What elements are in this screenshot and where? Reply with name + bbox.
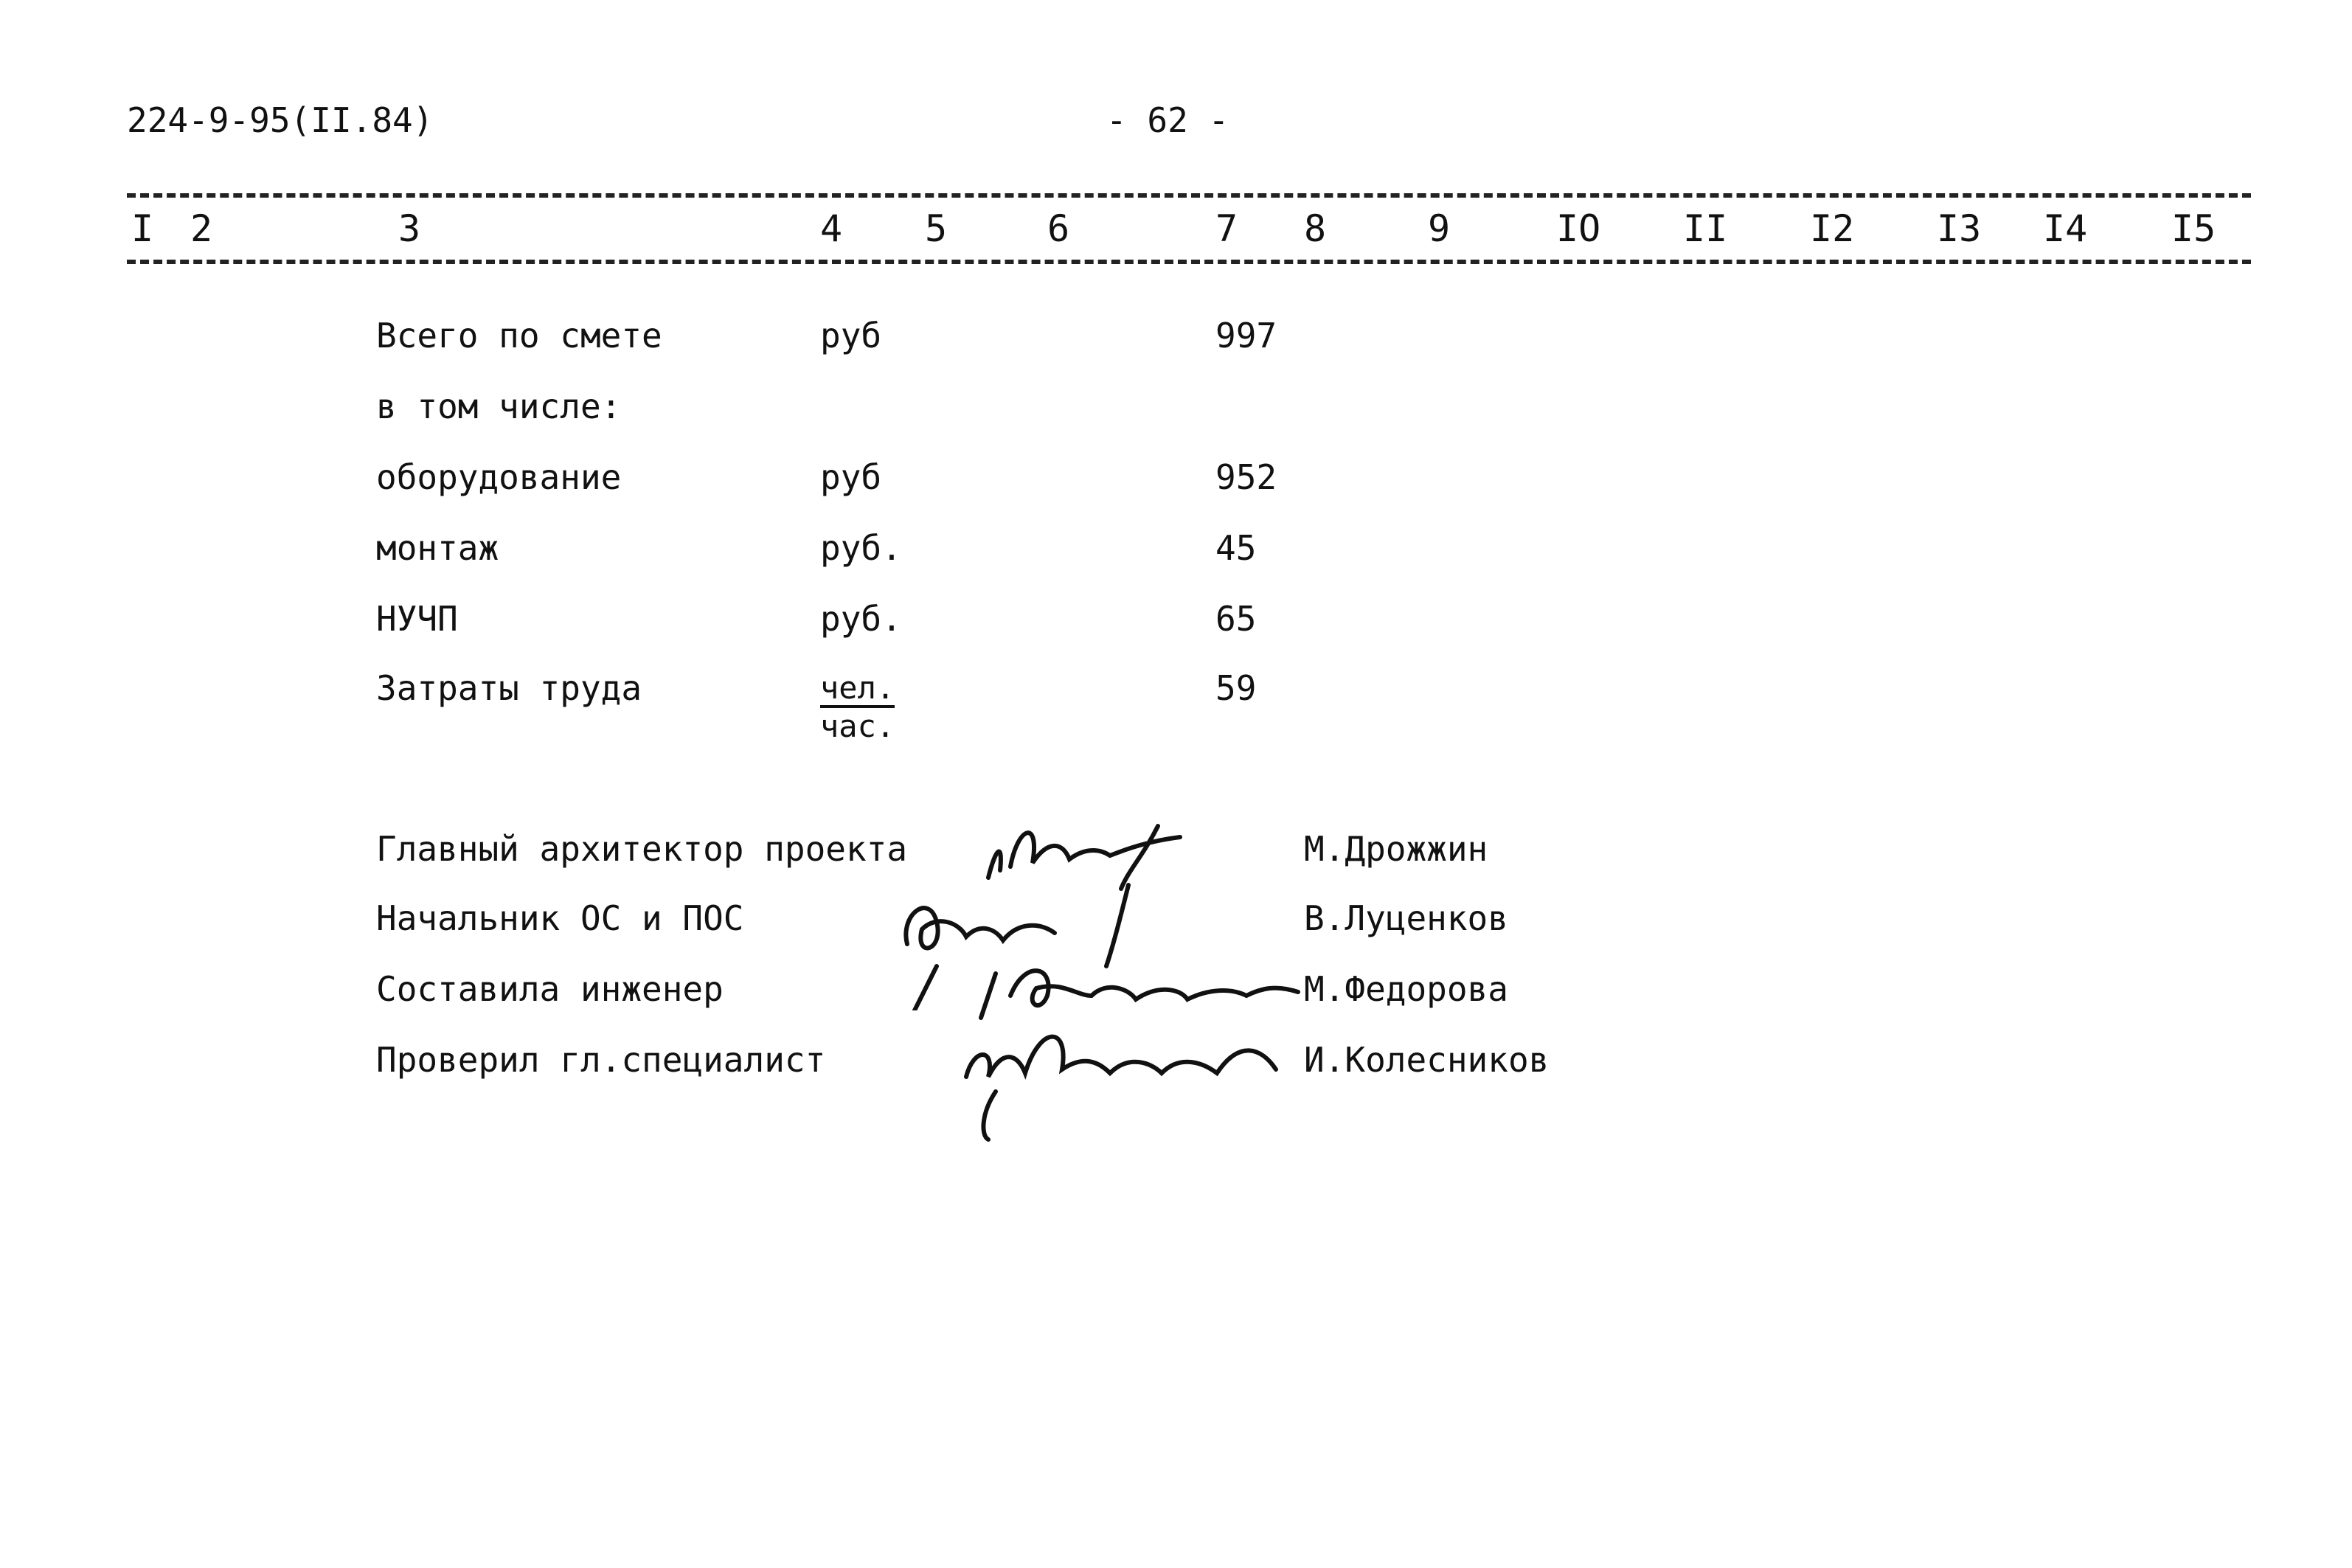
column-header-bottom-rule (127, 260, 2251, 264)
column-header-top-rule (127, 193, 2251, 198)
summary-unit-equipment: руб (820, 457, 882, 497)
summary-label-installation: монтаж (376, 528, 499, 568)
summary-value-equipment: 952 (1215, 457, 1277, 497)
summary-label-including: в том числе: (376, 386, 622, 426)
signature-role-compiler: Составила инженер (376, 969, 724, 1009)
summary-value-installation: 45 (1215, 528, 1257, 568)
column-number-12: I2 (1810, 207, 1855, 250)
column-number-4: 4 (820, 207, 843, 250)
summary-value-total: 997 (1215, 316, 1277, 355)
column-number-13: I3 (1937, 207, 1982, 250)
signature-name-chief-architect: М.Дрожжин (1304, 829, 1488, 869)
column-number-14: I4 (2043, 207, 2088, 250)
summary-unit-installation: руб. (820, 528, 902, 568)
summary-label-nuchp: НУЧП (376, 599, 458, 639)
signature-role-department-head: Начальник ОС и ПОС (376, 898, 744, 938)
summary-unit-total: руб (820, 316, 882, 355)
column-number-7: 7 (1215, 207, 1238, 250)
column-number-8: 8 (1304, 207, 1327, 250)
signature-name-checker: И.Колесников (1304, 1040, 1550, 1080)
column-number-2: 2 (190, 207, 213, 250)
summary-label-equipment: оборудование (376, 457, 622, 497)
summary-label-total: Всего по смете (376, 316, 662, 355)
signature-name-compiler: М.Федорова (1304, 969, 1508, 1009)
page-number: - 62 - (1106, 100, 1229, 140)
labor-unit-denominator: час. (820, 708, 895, 744)
column-number-15: I5 (2171, 207, 2216, 250)
labor-label: Затраты труда (376, 668, 642, 708)
column-number-3: 3 (398, 207, 421, 250)
signature-role-chief-architect: Главный архитектор проекта (376, 829, 908, 869)
summary-value-nuchp: 65 (1215, 599, 1257, 639)
signature-name-department-head: В.Луценков (1304, 898, 1508, 938)
column-number-10: IO (1556, 207, 1601, 250)
column-number-11: II (1683, 207, 1728, 250)
column-number-9: 9 (1428, 207, 1451, 250)
signature-role-checker: Проверил гл.специалист (376, 1040, 826, 1080)
handwritten-signature-checker (951, 1010, 1291, 1143)
labor-value: 59 (1215, 668, 1257, 708)
labor-unit-fraction (820, 670, 895, 744)
column-number-1: I (131, 207, 154, 250)
document-code: 224-9-95(II.84) (127, 100, 434, 140)
column-number-6: 6 (1047, 207, 1070, 250)
summary-unit-nuchp: руб. (820, 599, 902, 639)
labor-unit-numerator: чел. (820, 673, 895, 708)
column-number-5: 5 (925, 207, 948, 250)
